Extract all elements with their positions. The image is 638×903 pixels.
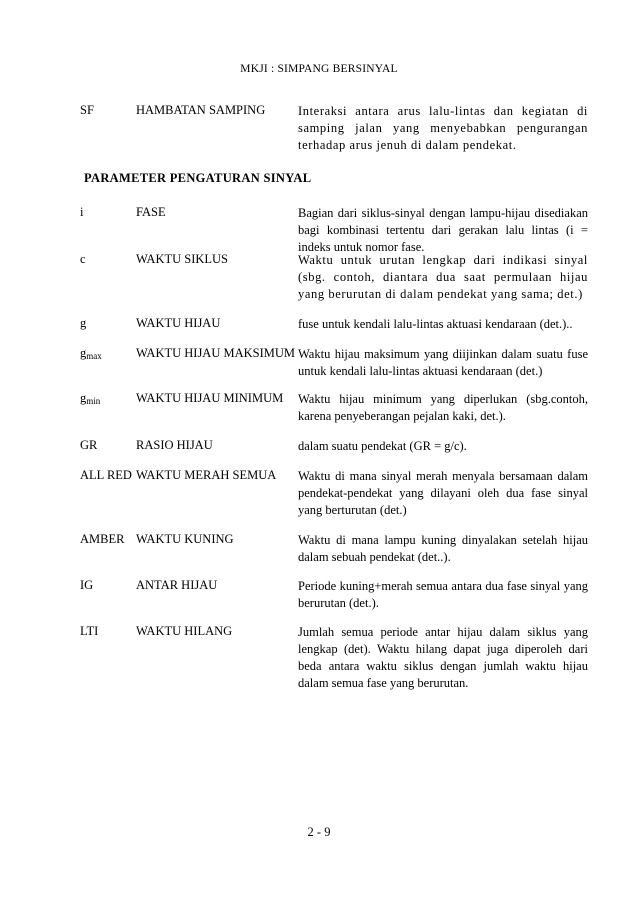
page-number: 2 - 9	[307, 825, 331, 839]
entry-symbol: GR	[80, 438, 98, 452]
entry-term: HAMBATAN SAMPING	[136, 103, 266, 117]
entry-definition: Waktu hijau maksimum yang diijinkan dalam suatu fuse untuk kendali lalu-lintas aktuasi kendaraan (det.)	[298, 347, 588, 378]
entry-definition: Waktu di mana sinyal merah menyala bersamaan dalam pendekat-pendekat yang dilayani oleh dua fase sinyal yang berturutan (det.)	[298, 469, 588, 517]
entry-symbol: $g_{max}$	[80, 346, 102, 361]
entry-term: WAKTU HIJAU	[136, 316, 221, 330]
entry-term: ANTAR HIJAU	[136, 578, 218, 592]
entry-symbol: SF	[80, 103, 94, 117]
entry-term: WAKTU HILANG	[136, 624, 233, 638]
entry-definition: Periode kuning+merah semua antara dua fase sinyal yang berurutan (det.).	[298, 579, 588, 610]
entry-term: RASIO HIJAU	[136, 438, 213, 452]
entry-symbol: g	[80, 316, 87, 330]
entry-definition: fuse untuk kendali lalu-lintas aktuasi kendaraan (det.)..	[298, 317, 573, 331]
entry-symbol: AMBER	[80, 532, 125, 546]
entry-term: WAKTU HIJAU MAKSIMUM	[136, 346, 296, 360]
entry-definition: Bagian dari siklus-sinyal dengan lampu-hijau disediakan bagi kombinasi tertentu dari gerakan lalu lintas (i = indeks untuk nomor fase.	[298, 206, 588, 254]
entry-term: WAKTU KUNING	[136, 532, 234, 546]
entry-definition: Waktu hijau minimum yang diperlukan (sbg.contoh, karena penyeberangan pejalan kaki, det.).	[298, 392, 588, 423]
entry-definition: dalam suatu pendekat (GR = g/c).	[298, 439, 467, 453]
page-header: MKJI : SIMPANG BERSINYAL	[240, 63, 398, 75]
entry-symbol: $g_{min}$	[80, 391, 101, 406]
entry-term: WAKTU SIKLUS	[136, 252, 229, 266]
entry-definition: Jumlah semua periode antar hijau dalam siklus yang lengkap (det). Waktu hilang dapat juga diperoleh dari beda antara waktu siklus dengan jumlah waktu hijau dalam semua fase yang berurutan.	[298, 625, 588, 690]
section-heading: PARAMETER PENGATURAN SINYAL	[84, 171, 312, 185]
entry-term: WAKTU MERAH SEMUA	[136, 468, 277, 482]
entry-symbol: LTI	[80, 624, 99, 638]
entry-term: WAKTU HIJAU MINIMUM	[136, 391, 284, 405]
entry-symbol: i	[80, 205, 84, 219]
entry-symbol: IG	[80, 578, 94, 592]
entry-term: FASE	[136, 205, 166, 219]
entry-definition: Waktu untuk urutan lengkap dari indikasi sinyal (sbg. contoh, diantara dua saat permulaan hijau yang berurutan di dalam pendekat yang sama; det.)	[298, 253, 588, 301]
entry-definition: Waktu di mana lampu kuning dinyalakan setelah hijau dalam sebuah pendekat (det..).	[298, 533, 588, 564]
entry-symbol: ALL RED	[80, 468, 132, 482]
entry-symbol: c	[80, 252, 86, 266]
entry-definition: Interaksi antara arus lalu-lintas dan kegiatan di samping jalan yang menyebabkan pengurangan terhadap arus jenuh di dalam pendekat.	[298, 104, 588, 152]
